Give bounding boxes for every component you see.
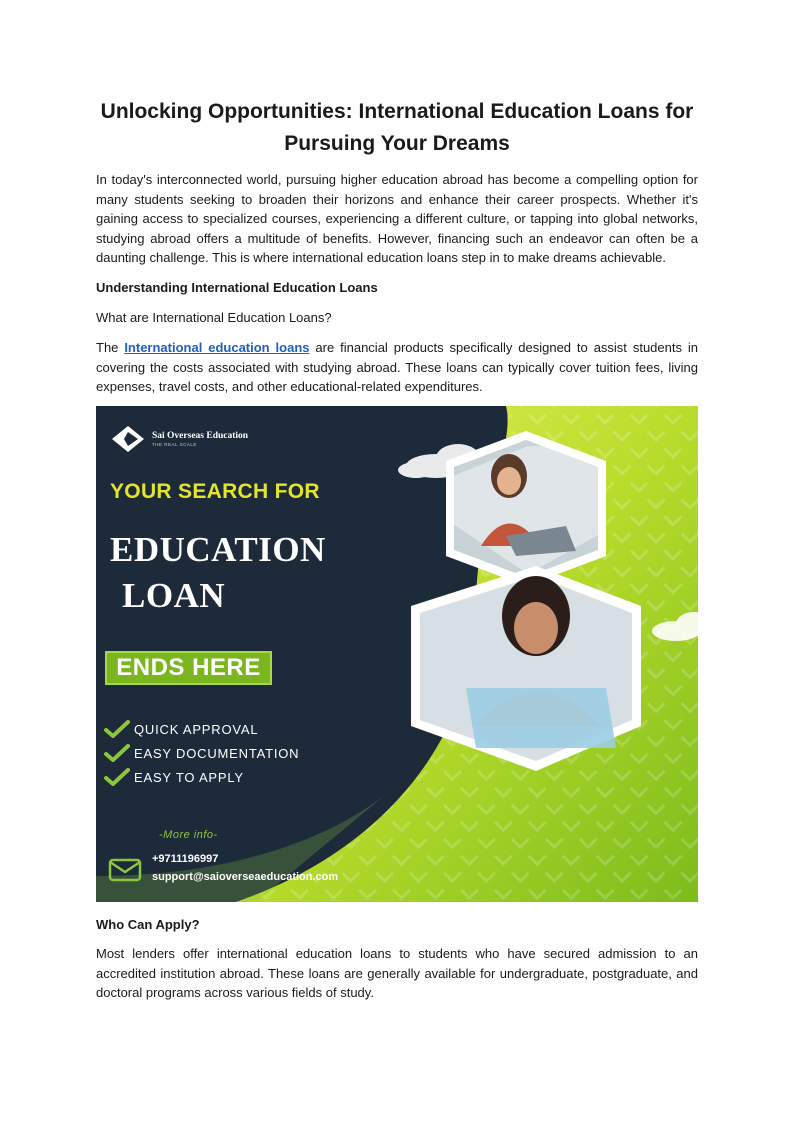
feature-label: EASY TO APPLY <box>134 769 244 785</box>
feature-list <box>104 717 299 789</box>
phone-number: +9711196997 <box>152 853 219 865</box>
email-address: support@saioverseaeducation.com <box>152 871 339 883</box>
definition-paragraph <box>96 338 698 397</box>
education-loan-banner <box>96 406 698 902</box>
definition-rest: are financial products specifically designed to assist students in covering the costs associated with studying abroad. These loans can typically cover tuition fees, living expenses, travel costs, and other educational-related expenditures. <box>96 340 699 394</box>
company-logo <box>110 424 248 454</box>
feature-label: QUICK APPROVAL <box>134 721 259 737</box>
more-info-label: -More info- <box>159 829 218 841</box>
article-title: Unlocking Opportunities: International Education Loans for Pursuing Your Dreams <box>100 100 694 155</box>
contact-icon <box>108 854 144 884</box>
who-heading: Who Can Apply? <box>96 917 200 932</box>
check-icon <box>104 768 130 786</box>
education-headline: EDUCATION <box>110 530 326 569</box>
education-loans-link[interactable]: International education loans <box>124 340 310 355</box>
who-paragraph: Most lenders offer international education loans to students who have secured admission to an accredited institution abroad. These loans are generally available for undergraduate, postgraduate, and doctoral programs across various fields of study. <box>96 946 698 1000</box>
search-headline: YOUR SEARCH FOR <box>110 480 320 503</box>
definition-prefix: The <box>96 340 125 355</box>
feature-item <box>104 765 299 789</box>
intro-paragraph: In today's interconnected world, pursuing higher education abroad has become a compelling option for many students seeking to broaden their horizons and enhance their career prospects. Whether it's gaining access to specialized courses, experiencing a different culture, or tapping into global networks, studying abroad offers a multitude of benefits. However, financing such an endeavor can often be a daunting challenge. This is where international education loans step in to make dreams achievable. <box>96 172 698 265</box>
question-text: What are International Education Loans? <box>96 310 332 325</box>
check-icon <box>104 744 130 762</box>
loan-headline: LOAN <box>122 576 226 615</box>
logo-name: Sai Overseas Education <box>152 431 249 441</box>
logo-tagline: THE REAL SCALE <box>152 442 197 447</box>
logo-icon <box>110 424 146 454</box>
section-heading: Understanding International Education Loans <box>96 280 378 295</box>
check-icon <box>104 720 130 738</box>
feature-item <box>104 717 299 741</box>
feature-item <box>104 741 299 765</box>
ends-here-badge: ENDS HERE <box>105 651 272 685</box>
feature-label: EASY DOCUMENTATION <box>134 745 300 761</box>
